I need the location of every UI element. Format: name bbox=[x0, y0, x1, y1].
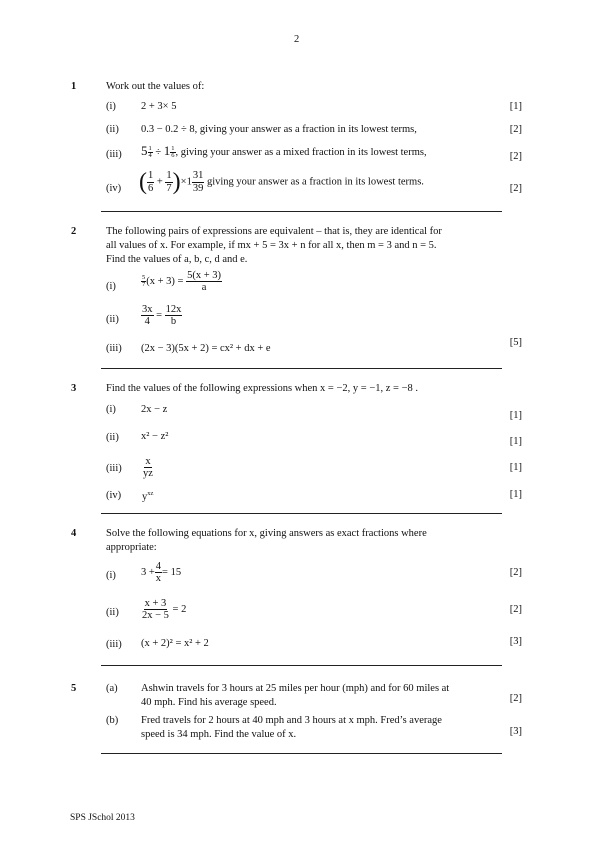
equation bbox=[141, 561, 181, 584]
whole-number: 1 bbox=[186, 176, 192, 188]
part-label: (iv) bbox=[106, 183, 122, 194]
expression: x² − z² bbox=[141, 431, 169, 442]
mark-allocation: [2] bbox=[509, 151, 522, 162]
question-intro: Find the values of a, b, c, d and e. bbox=[106, 254, 248, 265]
equation bbox=[141, 304, 182, 327]
question-intro: Work out the values of: bbox=[106, 81, 205, 92]
fraction: $\frac{5}{7}$ bbox=[142, 273, 146, 289]
part-label: (iii) bbox=[106, 463, 122, 474]
equation: (2x − 3)(5x + 2) = cx² + dx + e bbox=[141, 343, 271, 354]
fraction: $\frac{31}{39}$ bbox=[192, 170, 204, 194]
mark-allocation: [5] bbox=[509, 337, 522, 348]
fraction: $\frac{3x}{4}$ bbox=[142, 304, 153, 328]
exponent: xz bbox=[147, 490, 154, 497]
divider bbox=[101, 368, 502, 369]
whole-number: 1 bbox=[163, 143, 171, 158]
mark-allocation: [1] bbox=[509, 410, 522, 421]
question-intro: The following pairs of expressions are equivalent – that is, they are identical for bbox=[106, 226, 442, 237]
mark-allocation: [3] bbox=[509, 636, 522, 647]
expression: = 2 bbox=[172, 603, 187, 615]
question-number: 1 bbox=[71, 81, 77, 92]
expression: 2 + 3× 5 bbox=[141, 101, 177, 112]
question-number: 5 bbox=[71, 683, 77, 694]
question-text: speed is 34 mph. Find the value of x. bbox=[141, 729, 297, 740]
operator: + bbox=[156, 176, 163, 188]
fraction: $\frac{5(x + 3)}{a}$ bbox=[187, 270, 222, 294]
page-number: 2 bbox=[294, 34, 300, 45]
question-number: 2 bbox=[71, 226, 77, 237]
part-label: (ii) bbox=[106, 314, 119, 325]
equation: (x + 2)² = x² + 2 bbox=[141, 638, 209, 649]
part-label: (a) bbox=[106, 683, 118, 694]
mark-allocation: [2] bbox=[509, 124, 522, 135]
expression: 3 + bbox=[141, 566, 155, 578]
mark-allocation: [2] bbox=[509, 604, 522, 615]
fraction: $\frac{1}{6}$ bbox=[171, 144, 175, 160]
part-label: (iii) bbox=[106, 343, 122, 354]
question-intro: appropriate: bbox=[106, 542, 157, 553]
mark-allocation: [2] bbox=[509, 567, 522, 578]
part-label: (b) bbox=[106, 715, 119, 726]
fraction: $\frac{1}{7}$ bbox=[166, 170, 172, 194]
mark-allocation: [2] bbox=[509, 183, 522, 194]
fraction: $\frac{4}{x}$ bbox=[155, 561, 162, 585]
question-number: 3 bbox=[71, 383, 77, 394]
fraction: $\frac{12x}{b}$ bbox=[165, 304, 182, 328]
question-text: 40 mph. Find his average speed. bbox=[141, 697, 277, 708]
question-text: Ashwin travels for 3 hours at 25 miles per hour (mph) and for 60 miles at bbox=[141, 683, 450, 694]
left-paren: ( bbox=[139, 169, 147, 195]
part-label: (ii) bbox=[106, 124, 119, 135]
fraction: $\frac{1}{6}$ bbox=[148, 170, 154, 194]
equation bbox=[141, 598, 186, 621]
mark-allocation: [3] bbox=[509, 726, 522, 737]
operator: = bbox=[156, 309, 163, 321]
divider bbox=[101, 665, 502, 666]
footer-text: SPS JSchol 2013 bbox=[70, 813, 135, 823]
mark-allocation: [2] bbox=[509, 693, 522, 704]
divider bbox=[101, 211, 502, 212]
part-label: (ii) bbox=[106, 607, 119, 618]
question-intro: all values of x. For example, if mx + 5 = 3x + n for all x, then m = 3 and n = 5. bbox=[106, 240, 437, 251]
part-label: (i) bbox=[106, 281, 116, 292]
question-intro: Find the values of the following expressions when x = −2, y = −1, z = −8 . bbox=[106, 383, 418, 394]
divider bbox=[101, 753, 502, 754]
expression: = 15 bbox=[162, 566, 182, 578]
expression: (x + 3) = bbox=[146, 275, 184, 287]
mark-allocation: [1] bbox=[509, 101, 522, 112]
part-label: (i) bbox=[106, 570, 116, 581]
right-paren: ) bbox=[172, 169, 181, 195]
expression: 2x − z bbox=[141, 404, 168, 415]
fraction: $\frac{1}{4}$ bbox=[148, 144, 152, 160]
part-label: (ii) bbox=[106, 432, 119, 443]
mark-allocation: [1] bbox=[509, 462, 522, 473]
question-text: giving your answer as a fraction in its lowest terms. bbox=[206, 176, 424, 188]
fraction: $\frac{x}{yz}$ bbox=[143, 456, 153, 480]
question-number: 4 bbox=[71, 528, 77, 539]
operator: ÷ bbox=[155, 147, 162, 158]
fraction-expression bbox=[142, 456, 154, 479]
mark-allocation: [1] bbox=[509, 489, 522, 500]
base: y bbox=[142, 491, 148, 503]
operator: × bbox=[180, 176, 187, 188]
power-expression bbox=[142, 490, 153, 503]
bracket-expression bbox=[139, 170, 424, 194]
whole-number: 5 bbox=[141, 143, 148, 158]
mixed-fraction-expression bbox=[141, 143, 427, 160]
question-text: Fred travels for 2 hours at 40 mph and 3 hours at x mph. Fred’s average bbox=[141, 715, 442, 726]
question-text: , giving your answer as a mixed fraction in its lowest terms, bbox=[175, 147, 427, 158]
equation bbox=[141, 270, 222, 293]
part-label: (iv) bbox=[106, 490, 122, 501]
part-label: (i) bbox=[106, 404, 116, 415]
fraction: $\frac{x + 3}{2x - 5}$ bbox=[142, 598, 169, 622]
part-label: (i) bbox=[106, 101, 116, 112]
part-label: (iii) bbox=[106, 149, 122, 160]
question-intro: Solve the following equations for x, giving answers as exact fractions where bbox=[106, 528, 427, 539]
divider bbox=[101, 513, 502, 514]
question-text: 0.3 − 0.2 ÷ 8, giving your answer as a fraction in its lowest terms, bbox=[141, 124, 417, 135]
part-label: (iii) bbox=[106, 639, 122, 650]
mark-allocation: [1] bbox=[509, 436, 522, 447]
